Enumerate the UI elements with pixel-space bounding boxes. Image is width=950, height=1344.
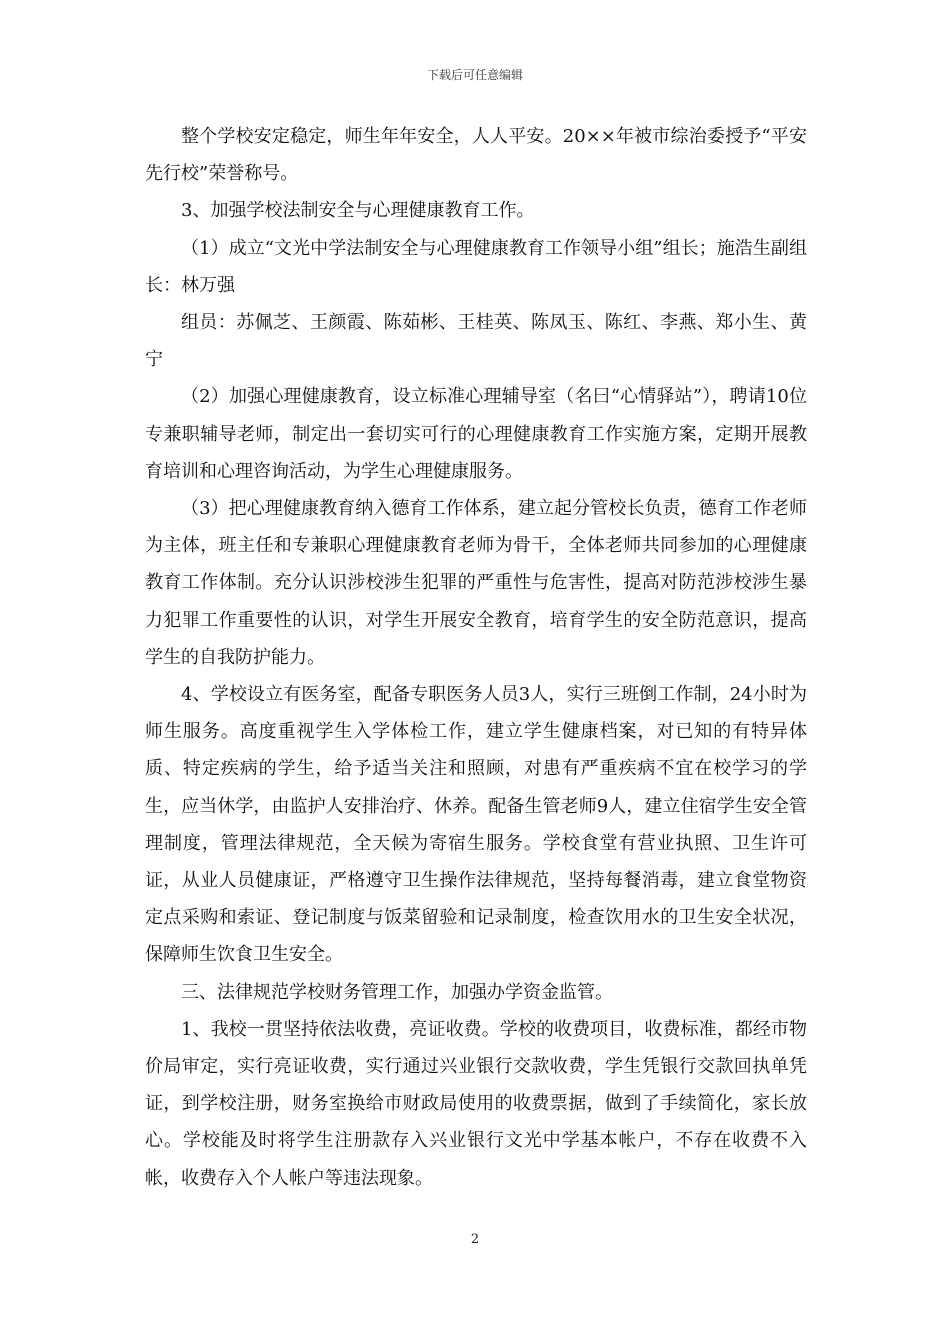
paragraph: 3、加强学校法制安全与心理健康教育工作。 (181, 200, 535, 222)
paragraph: 整个学校安定稳定，师生年年安全，人人平安。20××年被市综治委授予“平安先行校”荣誉称号。 (145, 126, 807, 185)
paragraph: 1、我校一贯坚持依法收费，亮证收费。学校的收费项目，收费标准，都经市物价局审定，实行亮证收费，实行通过兴业银行交款收费，学生凭银行交款回执单凭证，到学校注册，财务室换给市财政局使用的收费票据，做到了手续简化，家长放心。学校能及时将学生注册款存入兴业银行文光中学基本帐户，不存在收费不入帐，收费存入个人帐户等违法现象。 (145, 1018, 807, 1189)
paragraph: 组员：苏佩芝、王颜霞、陈茹彬、王桂英、陈凤玉、陈红、李燕、郑小生、黄宁 (145, 312, 807, 371)
paragraph: （3）把心理健康教育纳入德育工作体系，建立起分管校长负责，德育工作老师为主体，班主任和专兼职心理健康教育老师为骨干，全体老师共同参加的心理健康教育工作体制。充分认识涉校涉生犯罪的严重性与危害性，提高对防范涉校涉生暴力犯罪工作重要性的认识，对学生开展安全教育，培育学生的安全防范意识，提高学生的自我防护能力。 (145, 498, 807, 668)
paragraph: 三、法律规范学校财务管理工作，加强办学资金监管。 (181, 981, 613, 1003)
paragraph: （1）成立“文光中学法制安全与心理健康教育工作领导小组”组长；施浩生副组长：林万强 (145, 237, 807, 296)
paragraph: 4、学校设立有医务室，配备专职医务人员3人，实行三班倒工作制，24小时为师生服务。高度重视学生入学体检工作，建立学生健康档案，对已知的有特异体质、特定疾病的学生，给予适当关注和照顾，对患有严重疾病不宜在校学习的学生，应当休学，由监护人安排治疗、休养。配备生管老师9人，建立住宿学生安全管理制度，管理法律规范，全天候为寄宿生服务。学校食堂有营业执照、卫生许可证，从业人员健康证，严格遵守卫生操作法律规范，坚持每餐消毒，建立食堂物资定点采购和索证、登记制度与饭菜留验和记录制度，检查饮用水的卫生安全状况，保障师生饮食卫生安全。 (145, 684, 807, 966)
page-header: 下载后可任意编辑 (426, 68, 523, 82)
document-body (145, 118, 807, 1197)
paragraph: （2）加强心理健康教育，设立标准心理辅导室（名曰“心情驿站”），聘请10位专兼职辅导老师，制定出一套切实可行的心理健康教育工作实施方案，定期开展教育培训和心理咨询活动，为学生心理健康服务。 (145, 386, 807, 482)
page-number: 2 (470, 1232, 480, 1247)
